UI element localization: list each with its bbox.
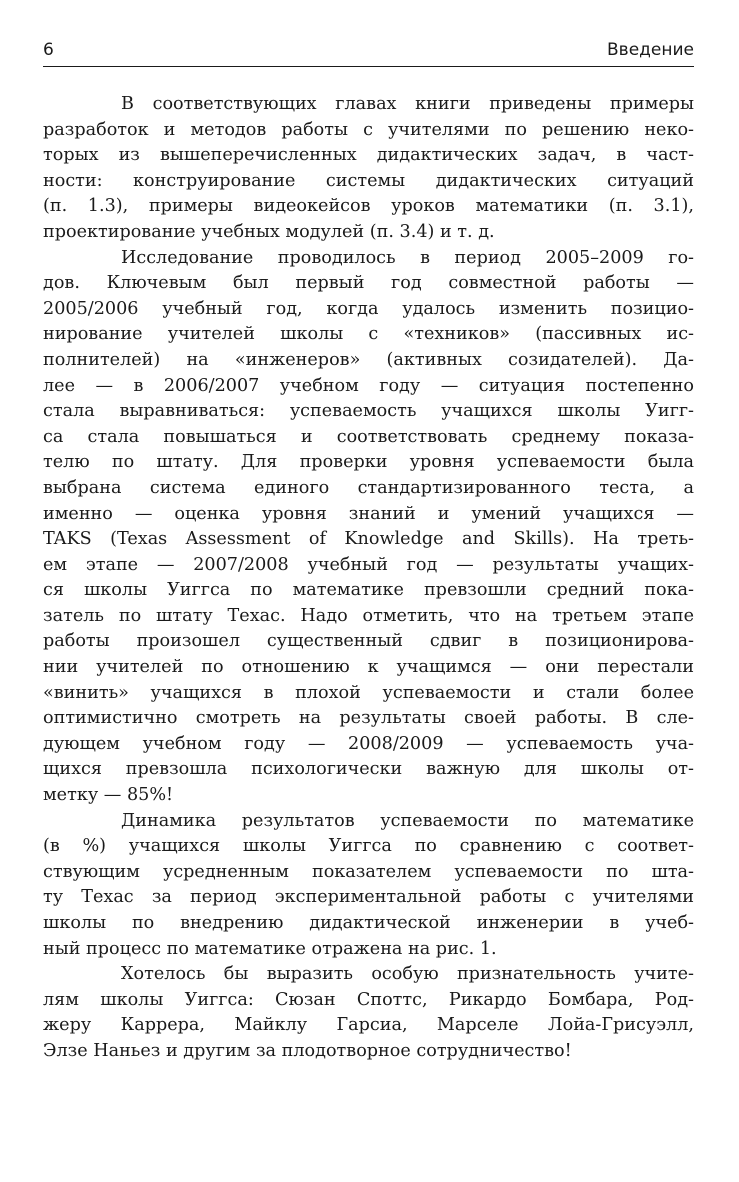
text-line: Хотелось бы выразить особую признательность учите- [121, 964, 694, 985]
text-line: ту Техас за период экспериментальной работы с учителями [43, 887, 694, 908]
text-line: Элзе Наньез и другим за плодотворное сотрудничество! [43, 1040, 572, 1061]
paragraph [43, 246, 694, 809]
text-line: (п. 1.3), примеры видеокейсов уроков математики (п. 3.1), [43, 196, 694, 217]
text-line: щихся превзошла психологически важную для школы от- [43, 759, 694, 780]
body-text [43, 92, 694, 1065]
text-line: TAKS (Texas Assessment of Knowledge and Skills). На треть- [43, 529, 694, 550]
text-line: затель по штату Техас. Надо отметить, что на третьем этапе [43, 605, 694, 626]
text-line: лям школы Уиггса: Сюзан Споттс, Рикардо Бомбара, Род- [43, 989, 694, 1010]
text-line: метку — 85%! [43, 785, 174, 806]
text-line: Динамика результатов успеваемости по математике [121, 810, 694, 831]
text-line: школы по внедрению дидактической инженерии в учеб- [43, 913, 694, 933]
text-line: «винить» учащихся в плохой успеваемости и стали более [43, 682, 694, 703]
text-line: (в %) учащихся школы Уиггса по сравнению с соответ- [43, 836, 694, 857]
text-line: дов. Ключевым был первый год совместной работы — [43, 273, 694, 294]
text-line: стала выравниваться: успеваемость учащихся школы Уигг- [43, 401, 694, 422]
text-line: телю по штату. Для проверки уровня успеваемости была [43, 452, 694, 473]
running-title: Введение [607, 40, 694, 60]
text-line: лее — в 2006/2007 учебном году — ситуация постепенно [43, 375, 694, 396]
text-line: нирование учителей школы с «техников» (пассивных ис- [43, 324, 694, 345]
text-line: проектирование учебных модулей (п. 3.4) и т. д. [43, 221, 495, 242]
header-rule [43, 66, 694, 67]
text-line: разработок и методов работы с учителями по решению неко- [43, 119, 694, 140]
text-line: именно — оценка уровня знаний и умений учащихся — [43, 503, 694, 524]
text-line: дующем учебном году — 2008/2009 — успеваемость уча- [43, 733, 694, 754]
page-header [43, 40, 694, 64]
paragraph [43, 92, 694, 246]
text-line: Исследование проводилось в период 2005–2009 го- [121, 247, 694, 268]
text-line: ем этапе — 2007/2008 учебный год — результаты учащих- [43, 554, 694, 575]
text-line: работы произошел существенный сдвиг в позиционирова- [43, 631, 694, 652]
text-line: жеру Каррера, Майклу Гарсиа, Марселе Лойа-Грисуэлл, [43, 1015, 694, 1036]
text-line: ствующим усредненным показателем успеваемости по шта- [43, 861, 694, 882]
text-line: са стала повышаться и соответствовать среднему показа- [43, 426, 694, 447]
text-line: оптимистично смотреть на результаты своей работы. В сле- [43, 708, 694, 729]
paragraph [43, 809, 694, 963]
text-line: В соответствующих главах книги приведены примеры [121, 94, 694, 114]
text-line: ся школы Уиггса по математике превзошли средний пока- [43, 580, 694, 601]
text-line: ности: конструирование системы дидактических ситуаций [43, 170, 694, 191]
text-line: ный процесс по математике отражена на рис. 1. [43, 938, 497, 959]
text-line: 2005/2006 учебный год, когда удалось изменить позицио- [43, 298, 694, 319]
text-line: торых из вышеперечисленных дидактических задач, в част- [43, 145, 694, 166]
text-line: нии учителей по отношению к учащимся — они перестали [43, 657, 694, 678]
text-line: полнителей) на «инженеров» (активных созидателей). Да- [43, 349, 694, 370]
text-line: выбрана система единого стандартизированного теста, а [43, 477, 694, 498]
paragraph [43, 962, 694, 1064]
page-number: 6 [43, 40, 54, 60]
